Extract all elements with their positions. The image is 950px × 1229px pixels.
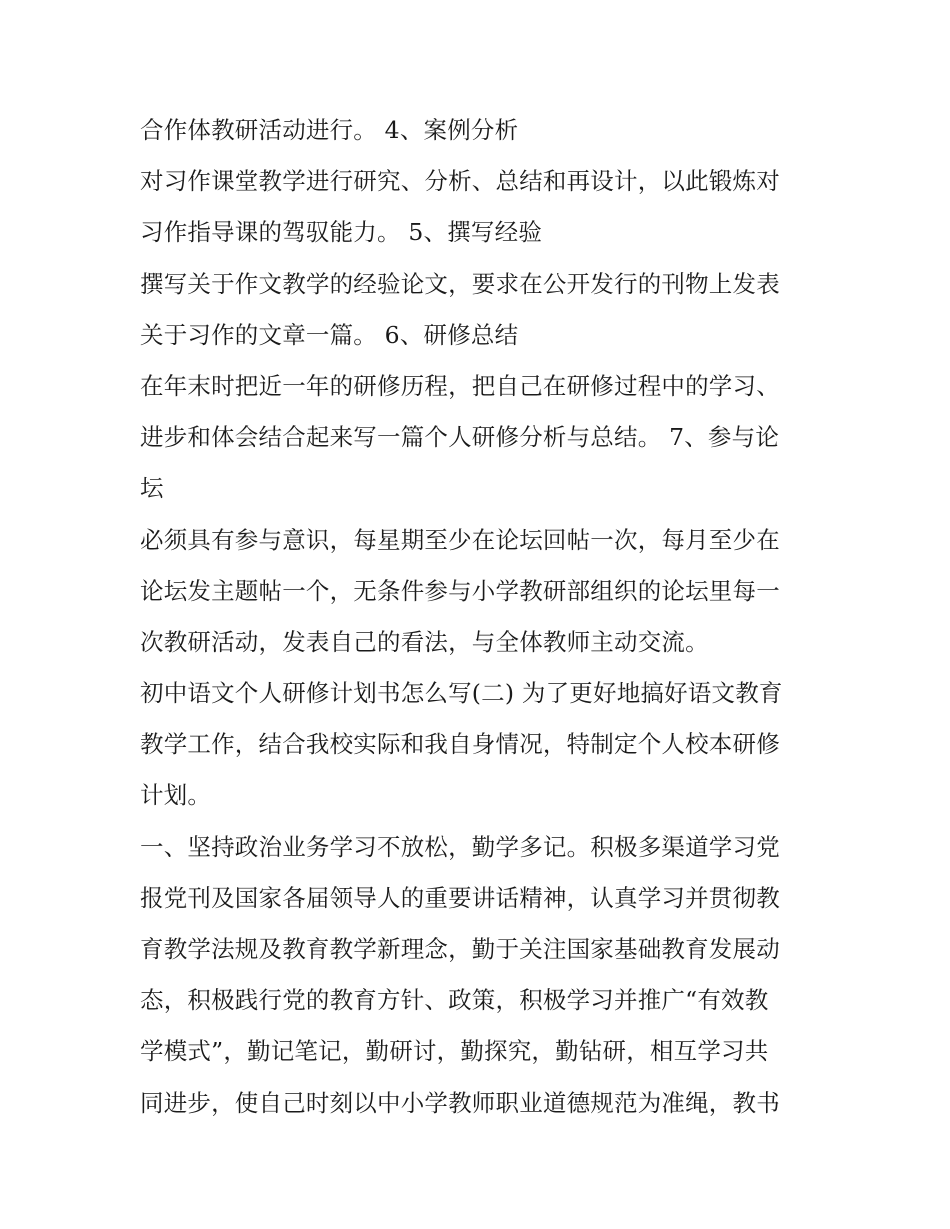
text-line: 一、坚持政治业务学习不放松，勤学多记。积极多渠道学习党: [140, 832, 780, 861]
text-line: 必须具有参与意识，每星期至少在论坛回帖一次，每月至少在: [140, 525, 780, 554]
text-line: 初中语文个人研修计划书怎么写(二) 为了更好地搞好语文教育: [140, 679, 783, 708]
text-line: 关于习作的文章一篇。 6、研修总结: [140, 320, 519, 349]
text-line: 论坛发主题帖一个，无条件参与小学教研部组织的论坛里每一: [140, 576, 780, 605]
text-line: 报党刊及国家各届领导人的重要讲话精神，认真学习并贯彻教: [140, 883, 780, 912]
text-line: 教学工作，结合我校实际和我自身情况，特制定个人校本研修: [140, 730, 780, 759]
text-line: 坛: [140, 474, 164, 503]
text-line: 次教研活动，发表自己的看法，与全体教师主动交流。: [140, 627, 709, 656]
text-line: 在年末时把近一年的研修历程，把自己在研修过程中的学习、: [140, 371, 780, 400]
text-line: 计划。: [140, 781, 212, 810]
text-line: 态，积极践行党的教育方针、政策，积极学习并推广“有效教: [140, 986, 769, 1015]
text-line: 习作指导课的驾驭能力。 5、撰写经验: [140, 218, 543, 247]
text-line: 同进步，使自己时刻以中小学教师职业道德规范为准绳，教书: [140, 1088, 780, 1117]
text-line: 进步和体会结合起来写一篇个人研修分析与总结。 7、参与论: [140, 423, 780, 452]
text-line: 对习作课堂教学进行研究、分析、总结和再设计，以此锻炼对: [140, 167, 780, 196]
text-line: 育教学法规及教育教学新理念，勤于关注国家基础教育发展动: [140, 935, 780, 963]
text-line: 合作体教研活动进行。 4、案例分析: [140, 116, 519, 144]
text-line: 学模式”，勤记笔记，勤研讨，勤探究，勤钻研，相互学习共: [140, 1037, 769, 1066]
document-body: [140, 105, 820, 1129]
text-line: 撰写关于作文教学的经验论文，要求在公开发行的刊物上发表: [140, 269, 780, 298]
